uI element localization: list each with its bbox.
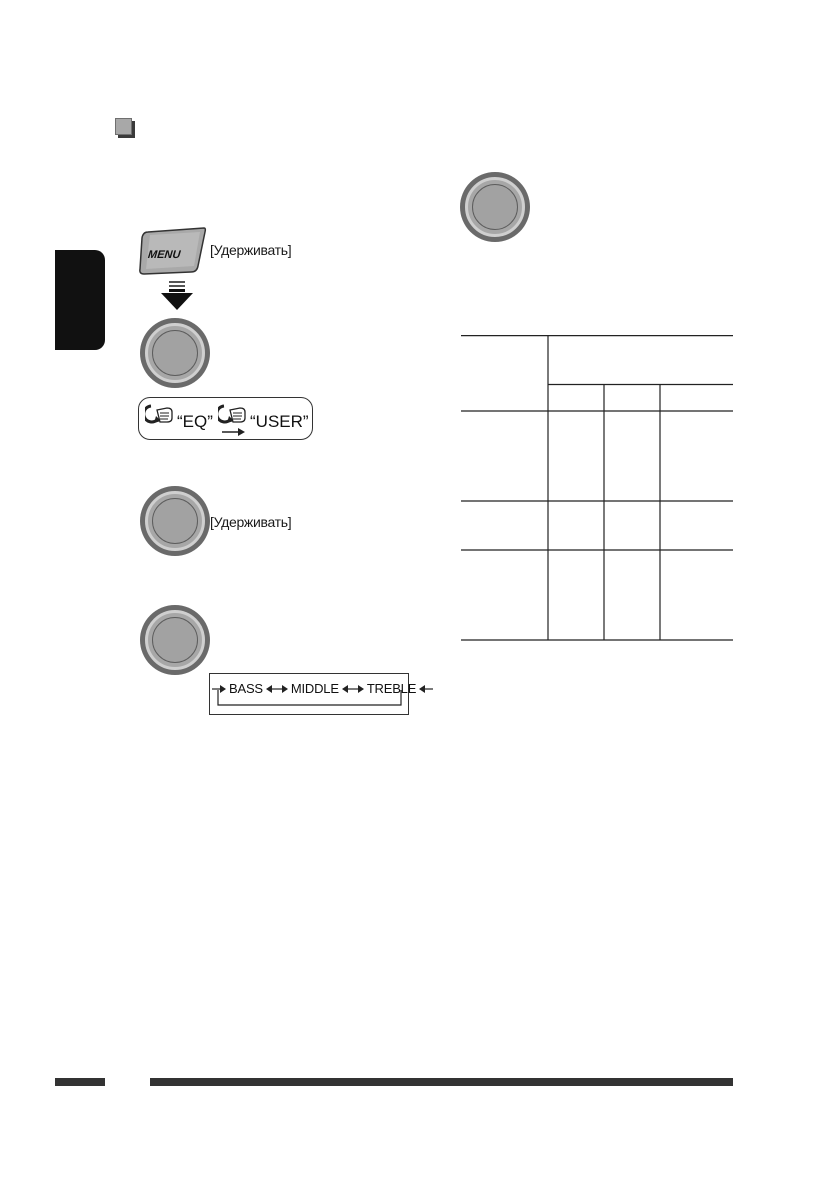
right-arrow-icon [212, 685, 226, 693]
down-arrow-icon [158, 280, 196, 312]
hand-turn-icon [145, 402, 175, 426]
hold-label: [Удерживать] [210, 514, 292, 530]
tone-treble: TREBLE [366, 681, 417, 696]
language-side-tab [55, 250, 105, 350]
tone-sequence [212, 681, 433, 696]
tone-middle: MIDDLE [290, 681, 339, 696]
settings-table [461, 335, 733, 641]
user-option: “USER” [250, 412, 309, 431]
hold-label: [Удерживать] [210, 242, 292, 258]
left-arrow-icon [419, 685, 433, 693]
double-arrow-icon [266, 685, 288, 693]
hand-turn-icon [218, 402, 248, 426]
tone-bass: BASS [229, 681, 263, 696]
control-dial[interactable] [140, 605, 210, 675]
footer-page-bar [55, 1078, 105, 1086]
footer-rule [150, 1078, 733, 1086]
section-marker-icon [115, 118, 132, 135]
right-arrow-icon [221, 428, 245, 436]
control-dial[interactable] [140, 486, 210, 556]
eq-option: “EQ” [177, 412, 213, 431]
double-arrow-icon [342, 685, 364, 693]
menu-button-label: MENU [147, 249, 182, 261]
control-dial[interactable] [460, 172, 530, 242]
control-dial[interactable] [140, 318, 210, 388]
